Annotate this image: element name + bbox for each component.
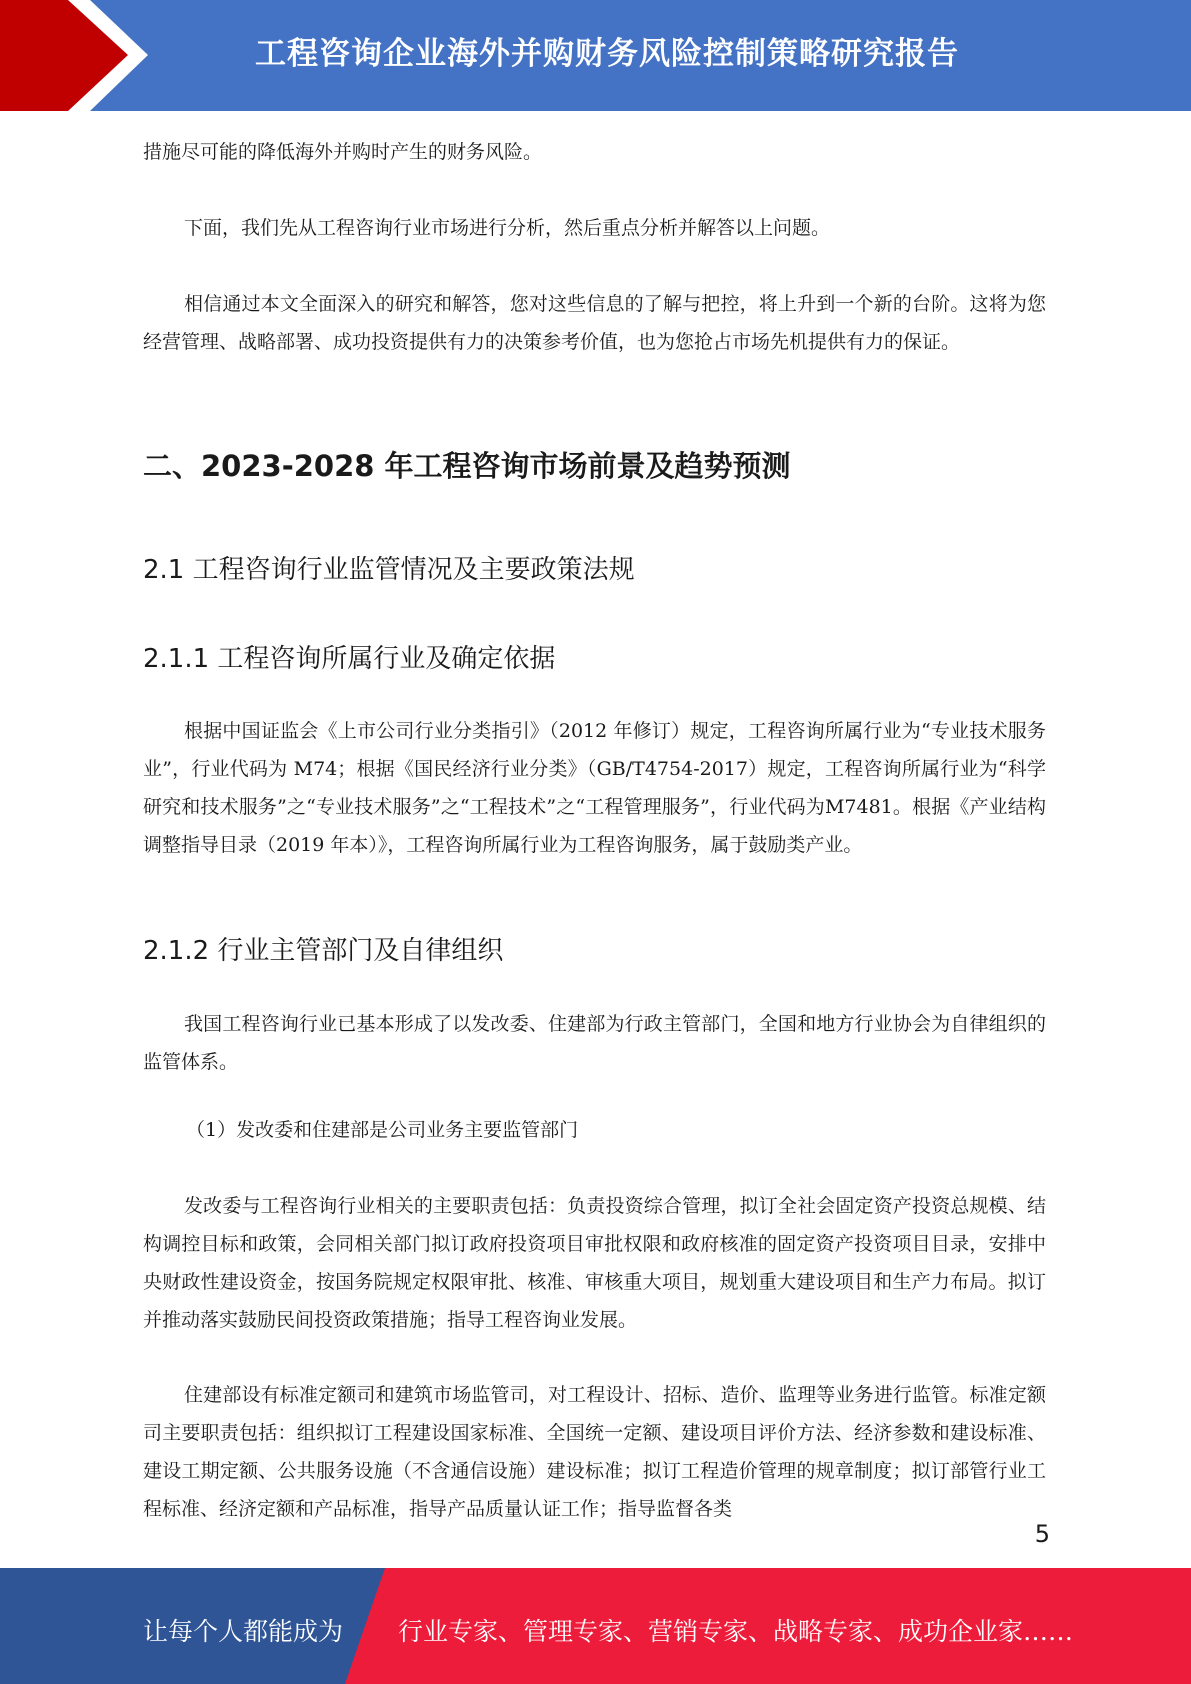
paragraph: 相信通过本文全面深入的研究和解答，您对这些信息的了解与把控，将上升到一个新的台阶。这将为您经营管理、战略部署、成功投资提供有力的决策参考价值，也为您抢占市场先机提供有力的保证。 (143, 293, 1046, 353)
list-item: （1）发改委和住建部是公司业务主要监管部门 (186, 1119, 579, 1141)
footer-slogan-left: 让每个人都能成为 (143, 1617, 344, 1646)
subsection-heading: 2.1 工程咨询行业监管情况及主要政策法规 (143, 555, 635, 585)
section-heading: 二、2023-2028 年工程咨询市场前景及趋势预测 (143, 449, 791, 483)
paragraph: 措施尽可能的降低海外并购时产生的财务风险。 (143, 141, 543, 163)
page-number: 5 (1034, 1520, 1050, 1548)
paragraph: 我国工程咨询行业已基本形成了以发改委、住建部为行政主管部门，全国和地方行业协会为自律组织的监管体系。 (143, 1013, 1046, 1073)
paragraph: 根据中国证监会《上市公司行业分类指引》（2012 年修订）规定，工程咨询所属行业为“专业技术服务业”，行业代码为 M74；根据《国民经济行业分类》（GB/T4754-2017）规定，工程咨询所属行业为“科学研究和技术服务”之“专业技术服务”之“工程技术”之“工程管理服务”，行业代码为M7481。根据《产业结构调整指导目录（2019 年本）》，工程咨询所属行业为工程咨询服务，属于鼓励类产业。 (143, 720, 1046, 856)
subsubsection-heading: 2.1.2 行业主管部门及自律组织 (143, 936, 504, 966)
header-title: 工程咨询企业海外并购财务风险控制策略研究报告 (255, 36, 959, 72)
subsubsection-heading: 2.1.1 工程咨询所属行业及确定依据 (143, 644, 556, 674)
paragraph: 下面，我们先从工程咨询行业市场进行分析，然后重点分析并解答以上问题。 (184, 217, 831, 239)
paragraph: 住建部设有标准定额司和建筑市场监管司，对工程设计、招标、造价、监理等业务进行监管。标准定额司主要职责包括：组织拟订工程建设国家标准、全国统一定额、建设项目评价方法、经济参数和建设标准、建设工期定额、公共服务设施（不含通信设施）建设标准；拟订工程造价管理的规章制度；拟订部管行业工程标准、经济定额和产品标准，指导产品质量认证工作；指导监督各类 (143, 1384, 1046, 1520)
footer-slogan-right: 行业专家、管理专家、营销专家、战略专家、成功企业家…… (398, 1617, 1074, 1646)
page-header (0, 0, 1191, 111)
paragraph: 发改委与工程咨询行业相关的主要职责包括：负责投资综合管理，拟订全社会固定资产投资总规模、结构调控目标和政策，会同相关部门拟订政府投资项目审批权限和政府核准的固定资产投资项目目录，安排中央财政性建设资金，按国务院规定权限审批、核准、审核重大项目，规划重大建设项目和生产力布局。拟订并推动落实鼓励民间投资政策措施；指导工程咨询业发展。 (143, 1195, 1046, 1331)
page-footer (0, 1568, 1191, 1684)
